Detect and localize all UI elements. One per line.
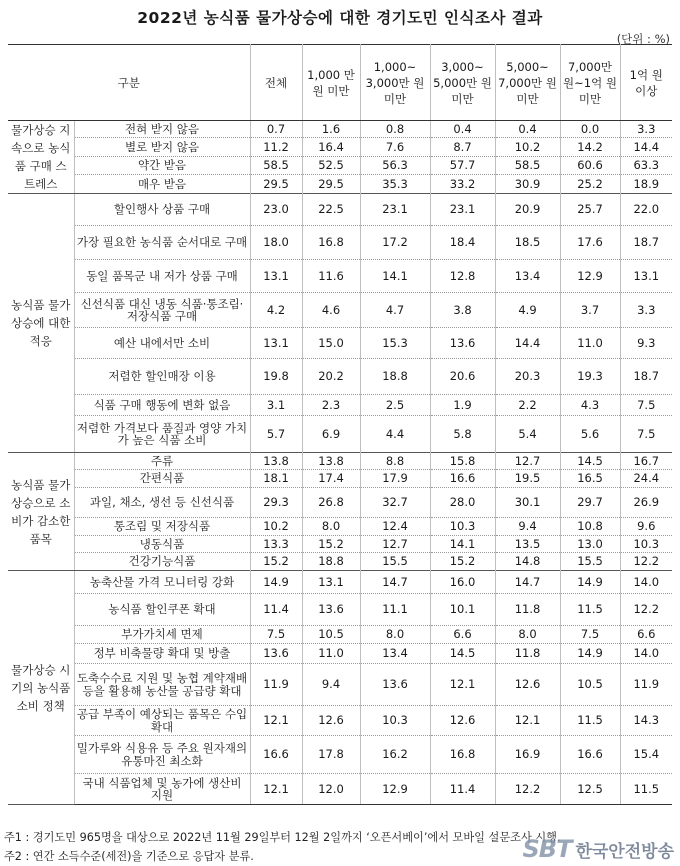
header-income-2: 1,000~ 3,000만 원 미만 (360, 45, 430, 121)
value-cell: 16.9 (495, 736, 560, 774)
value-cell: 3.3 (620, 293, 672, 328)
value-cell: 10.5 (302, 626, 360, 644)
value-cell: 29.5 (250, 175, 302, 194)
value-cell: 12.2 (620, 594, 672, 626)
value-cell: 11.4 (250, 594, 302, 626)
header-income-1: 1,000 만 원 미만 (302, 45, 360, 121)
value-cell: 2.5 (360, 395, 430, 416)
value-cell: 12.6 (302, 706, 360, 736)
value-cell: 35.3 (360, 175, 430, 194)
value-cell: 5.8 (430, 416, 495, 453)
value-cell: 12.7 (360, 536, 430, 553)
value-cell: 11.5 (620, 774, 672, 805)
value-cell: 29.5 (302, 175, 360, 194)
value-cell: 10.3 (430, 518, 495, 536)
value-cell: 18.7 (620, 226, 672, 260)
value-cell: 13.6 (360, 664, 430, 706)
value-cell: 12.5 (560, 774, 620, 805)
value-cell: 18.5 (495, 226, 560, 260)
value-cell: 9.4 (302, 664, 360, 706)
value-cell: 33.2 (430, 175, 495, 194)
value-cell: 14.9 (560, 644, 620, 664)
value-cell: 0.7 (250, 121, 302, 138)
table-row (8, 488, 672, 518)
value-cell: 14.1 (430, 536, 495, 553)
table-row (8, 416, 672, 453)
value-cell: 13.1 (250, 328, 302, 359)
value-cell: 29.3 (250, 488, 302, 518)
value-cell: 14.9 (560, 571, 620, 594)
value-cell: 11.8 (495, 644, 560, 664)
value-cell: 8.0 (495, 626, 560, 644)
row-label: 전혀 받지 않음 (74, 121, 250, 138)
value-cell: 58.5 (250, 156, 302, 175)
value-cell: 30.1 (495, 488, 560, 518)
value-cell: 7.5 (250, 626, 302, 644)
table-row (8, 453, 672, 470)
value-cell: 14.7 (360, 571, 430, 594)
value-cell: 12.0 (302, 774, 360, 805)
value-cell: 2.3 (302, 395, 360, 416)
value-cell: 2.2 (495, 395, 560, 416)
row-label: 간편식품 (74, 470, 250, 488)
value-cell: 0.4 (495, 121, 560, 138)
value-cell: 15.8 (430, 453, 495, 470)
value-cell: 6.6 (620, 626, 672, 644)
table-row (8, 194, 672, 226)
value-cell: 3.1 (250, 395, 302, 416)
row-label: 저렴한 가격보다 품질과 영양 가치가 높은 식품 소비 (74, 416, 250, 453)
value-cell: 5.4 (495, 416, 560, 453)
table-row (8, 138, 672, 157)
row-label: 과일, 채소, 생선 등 신선식품 (74, 488, 250, 518)
value-cell: 18.8 (360, 359, 430, 395)
unit-label: (단위 : %) (616, 32, 670, 46)
section-group-label: 농식품 물가상승에 대한 적응 (8, 194, 74, 453)
row-label: 주류 (74, 453, 250, 470)
value-cell: 26.8 (302, 488, 360, 518)
value-cell: 17.9 (360, 470, 430, 488)
value-cell: 4.7 (360, 293, 430, 328)
header-income-5: 7,000만 원~1억 원 미만 (560, 45, 620, 121)
value-cell: 7.5 (620, 416, 672, 453)
value-cell: 9.4 (495, 518, 560, 536)
value-cell: 12.9 (360, 774, 430, 805)
value-cell: 17.6 (560, 226, 620, 260)
value-cell: 11.2 (250, 138, 302, 157)
row-label: 건강기능식품 (74, 553, 250, 571)
survey-table (8, 44, 672, 805)
watermark-text: 한국안전방송 (575, 841, 674, 862)
value-cell: 12.2 (620, 553, 672, 571)
value-cell: 13.1 (250, 260, 302, 293)
value-cell: 20.9 (495, 194, 560, 226)
table-row (8, 664, 672, 706)
value-cell: 4.9 (495, 293, 560, 328)
value-cell: 12.1 (430, 664, 495, 706)
value-cell: 10.5 (560, 664, 620, 706)
value-cell: 13.8 (250, 453, 302, 470)
table-row (8, 536, 672, 553)
value-cell: 0.4 (430, 121, 495, 138)
value-cell: 11.4 (430, 774, 495, 805)
value-cell: 18.0 (250, 226, 302, 260)
value-cell: 10.2 (250, 518, 302, 536)
value-cell: 16.8 (430, 736, 495, 774)
value-cell: 18.7 (620, 359, 672, 395)
row-label: 신선식품 대신 냉동 식품·통조림·저장식품 구매 (74, 293, 250, 328)
table-row (8, 774, 672, 805)
value-cell: 24.4 (620, 470, 672, 488)
value-cell: 16.8 (302, 226, 360, 260)
row-label: 부가가치세 면제 (74, 626, 250, 644)
table-row (8, 644, 672, 664)
header-income-3: 3,000~ 5,000만 원 미만 (430, 45, 495, 121)
broadcaster-watermark (484, 834, 674, 864)
value-cell: 16.6 (250, 736, 302, 774)
value-cell: 19.3 (560, 359, 620, 395)
value-cell: 7.6 (360, 138, 430, 157)
value-cell: 5.7 (250, 416, 302, 453)
value-cell: 4.2 (250, 293, 302, 328)
value-cell: 18.4 (430, 226, 495, 260)
value-cell: 52.5 (302, 156, 360, 175)
page-title: 2022년 농식품 물가상승에 대한 경기도민 인식조사 결과 (137, 9, 543, 27)
value-cell: 0.8 (360, 121, 430, 138)
value-cell: 23.1 (430, 194, 495, 226)
header-category: 구분 (8, 45, 250, 121)
value-cell: 14.4 (495, 328, 560, 359)
value-cell: 23.1 (360, 194, 430, 226)
value-cell: 13.8 (302, 453, 360, 470)
row-label: 가장 필요한 농식품 순서대로 구매 (74, 226, 250, 260)
row-label: 할인행사 상품 구매 (74, 194, 250, 226)
value-cell: 16.0 (430, 571, 495, 594)
value-cell: 63.3 (620, 156, 672, 175)
value-cell: 13.4 (360, 644, 430, 664)
value-cell: 14.3 (620, 706, 672, 736)
row-label: 동일 품목군 내 저가 상품 구매 (74, 260, 250, 293)
value-cell: 11.5 (560, 594, 620, 626)
table-row (8, 260, 672, 293)
value-cell: 25.2 (560, 175, 620, 194)
table-row (8, 470, 672, 488)
table-row (8, 175, 672, 194)
value-cell: 17.4 (302, 470, 360, 488)
value-cell: 18.9 (620, 175, 672, 194)
value-cell: 15.5 (560, 553, 620, 571)
header-income-4: 5,000~ 7,000만 원 미만 (495, 45, 560, 121)
table-row (8, 359, 672, 395)
value-cell: 20.3 (495, 359, 560, 395)
row-label: 농축산물 가격 모니터링 강화 (74, 571, 250, 594)
value-cell: 13.0 (560, 536, 620, 553)
row-label: 약간 받음 (74, 156, 250, 175)
value-cell: 12.6 (430, 706, 495, 736)
table-row (8, 121, 672, 138)
section-group-label: 농식품 물가상승으로 소비가 감소한 품목 (8, 453, 74, 571)
value-cell: 15.3 (360, 328, 430, 359)
value-cell: 1.6 (302, 121, 360, 138)
value-cell: 8.0 (302, 518, 360, 536)
row-label: 예산 내에서만 소비 (74, 328, 250, 359)
value-cell: 10.2 (495, 138, 560, 157)
section-group-label: 물가상승 지속으로 농식품 구매 스트레스 (8, 121, 74, 194)
value-cell: 15.2 (430, 553, 495, 571)
value-cell: 15.2 (302, 536, 360, 553)
value-cell: 11.0 (560, 328, 620, 359)
value-cell: 25.7 (560, 194, 620, 226)
header-income-6: 1억 원 이상 (620, 45, 672, 121)
table-row (8, 594, 672, 626)
value-cell: 14.1 (360, 260, 430, 293)
value-cell: 8.7 (430, 138, 495, 157)
watermark-logo-icon: SBT (522, 835, 572, 863)
value-cell: 26.9 (620, 488, 672, 518)
value-cell: 12.7 (495, 453, 560, 470)
footnote-1: 주1 : 경기도민 965명을 대상으로 2022년 11월 29일부터 12월 2일까지 ‘오픈서베이’에서 모바일 설문조사 시행. (4, 831, 561, 844)
value-cell: 12.1 (250, 774, 302, 805)
value-cell: 13.1 (620, 260, 672, 293)
row-label: 도축수수료 지원 및 농협 계약재배 등을 활용해 농산물 공급량 확대 (74, 664, 250, 706)
value-cell: 32.7 (360, 488, 430, 518)
row-label: 밀가루와 식용유 등 주요 원자재의 유통마진 최소화 (74, 736, 250, 774)
value-cell: 10.1 (430, 594, 495, 626)
table-row (8, 706, 672, 736)
value-cell: 5.6 (560, 416, 620, 453)
table-row (8, 626, 672, 644)
section-group-label: 물가상승 시기의 농식품 소비 정책 (8, 571, 74, 805)
value-cell: 7.5 (560, 626, 620, 644)
table-row (8, 226, 672, 260)
value-cell: 60.6 (560, 156, 620, 175)
value-cell: 19.5 (495, 470, 560, 488)
value-cell: 13.3 (250, 536, 302, 553)
value-cell: 29.7 (560, 488, 620, 518)
value-cell: 12.6 (495, 664, 560, 706)
value-cell: 15.4 (620, 736, 672, 774)
value-cell: 15.2 (250, 553, 302, 571)
value-cell: 4.3 (560, 395, 620, 416)
value-cell: 3.7 (560, 293, 620, 328)
value-cell: 30.9 (495, 175, 560, 194)
value-cell: 16.6 (430, 470, 495, 488)
value-cell: 56.3 (360, 156, 430, 175)
value-cell: 20.6 (430, 359, 495, 395)
value-cell: 11.5 (560, 706, 620, 736)
value-cell: 4.4 (360, 416, 430, 453)
value-cell: 17.8 (302, 736, 360, 774)
row-label: 정부 비축물량 확대 및 방출 (74, 644, 250, 664)
value-cell: 9.6 (620, 518, 672, 536)
row-label: 식품 구매 행동에 변화 없음 (74, 395, 250, 416)
value-cell: 14.0 (620, 644, 672, 664)
value-cell: 19.8 (250, 359, 302, 395)
value-cell: 14.5 (560, 453, 620, 470)
value-cell: 11.1 (360, 594, 430, 626)
value-cell: 11.6 (302, 260, 360, 293)
value-cell: 20.2 (302, 359, 360, 395)
footnote-2: 주2 : 연간 소득수준(세전)을 기준으로 응답자 분류. (4, 850, 254, 863)
value-cell: 18.8 (302, 553, 360, 571)
value-cell: 16.7 (620, 453, 672, 470)
value-cell: 11.0 (302, 644, 360, 664)
row-label: 별로 받지 않음 (74, 138, 250, 157)
value-cell: 7.5 (620, 395, 672, 416)
value-cell: 14.4 (620, 138, 672, 157)
value-cell: 11.8 (495, 594, 560, 626)
value-cell: 10.3 (360, 706, 430, 736)
value-cell: 23.0 (250, 194, 302, 226)
table-row (8, 553, 672, 571)
row-label: 공급 부족이 예상되는 품목은 수입 확대 (74, 706, 250, 736)
value-cell: 11.9 (620, 664, 672, 706)
value-cell: 8.8 (360, 453, 430, 470)
value-cell: 6.9 (302, 416, 360, 453)
value-cell: 12.9 (560, 260, 620, 293)
value-cell: 58.5 (495, 156, 560, 175)
value-cell: 17.2 (360, 226, 430, 260)
value-cell: 14.0 (620, 571, 672, 594)
value-cell: 13.1 (302, 571, 360, 594)
value-cell: 13.4 (495, 260, 560, 293)
value-cell: 10.8 (560, 518, 620, 536)
value-cell: 57.7 (430, 156, 495, 175)
value-cell: 16.5 (560, 470, 620, 488)
row-label: 냉동식품 (74, 536, 250, 553)
row-label: 매우 받음 (74, 175, 250, 194)
header-total: 전체 (250, 45, 302, 121)
value-cell: 22.0 (620, 194, 672, 226)
table-row (8, 736, 672, 774)
value-cell: 14.5 (430, 644, 495, 664)
row-label: 통조림 및 저장식품 (74, 518, 250, 536)
value-cell: 14.8 (495, 553, 560, 571)
table-row (8, 518, 672, 536)
value-cell: 13.6 (250, 644, 302, 664)
value-cell: 12.4 (360, 518, 430, 536)
table-row (8, 395, 672, 416)
value-cell: 18.1 (250, 470, 302, 488)
value-cell: 15.5 (360, 553, 430, 571)
value-cell: 16.2 (360, 736, 430, 774)
value-cell: 1.9 (430, 395, 495, 416)
value-cell: 14.2 (560, 138, 620, 157)
value-cell: 12.1 (250, 706, 302, 736)
value-cell: 3.3 (620, 121, 672, 138)
value-cell: 13.6 (302, 594, 360, 626)
table-row (8, 293, 672, 328)
row-label: 저렴한 할인매장 이용 (74, 359, 250, 395)
value-cell: 9.3 (620, 328, 672, 359)
value-cell: 12.1 (495, 706, 560, 736)
table-header-row (8, 45, 672, 121)
row-label: 국내 식품업체 및 농가에 생산비 지원 (74, 774, 250, 805)
value-cell: 13.6 (430, 328, 495, 359)
value-cell: 13.5 (495, 536, 560, 553)
value-cell: 11.9 (250, 664, 302, 706)
value-cell: 3.8 (430, 293, 495, 328)
value-cell: 0.0 (560, 121, 620, 138)
value-cell: 28.0 (430, 488, 495, 518)
value-cell: 14.7 (495, 571, 560, 594)
value-cell: 10.3 (620, 536, 672, 553)
value-cell: 8.0 (360, 626, 430, 644)
value-cell: 14.9 (250, 571, 302, 594)
table-row (8, 156, 672, 175)
table-body (8, 121, 672, 805)
value-cell: 16.4 (302, 138, 360, 157)
value-cell: 4.6 (302, 293, 360, 328)
value-cell: 12.2 (495, 774, 560, 805)
value-cell: 15.0 (302, 328, 360, 359)
table-row (8, 571, 672, 594)
table-row (8, 328, 672, 359)
value-cell: 12.8 (430, 260, 495, 293)
row-label: 농식품 할인쿠폰 확대 (74, 594, 250, 626)
value-cell: 16.6 (560, 736, 620, 774)
value-cell: 22.5 (302, 194, 360, 226)
value-cell: 6.6 (430, 626, 495, 644)
